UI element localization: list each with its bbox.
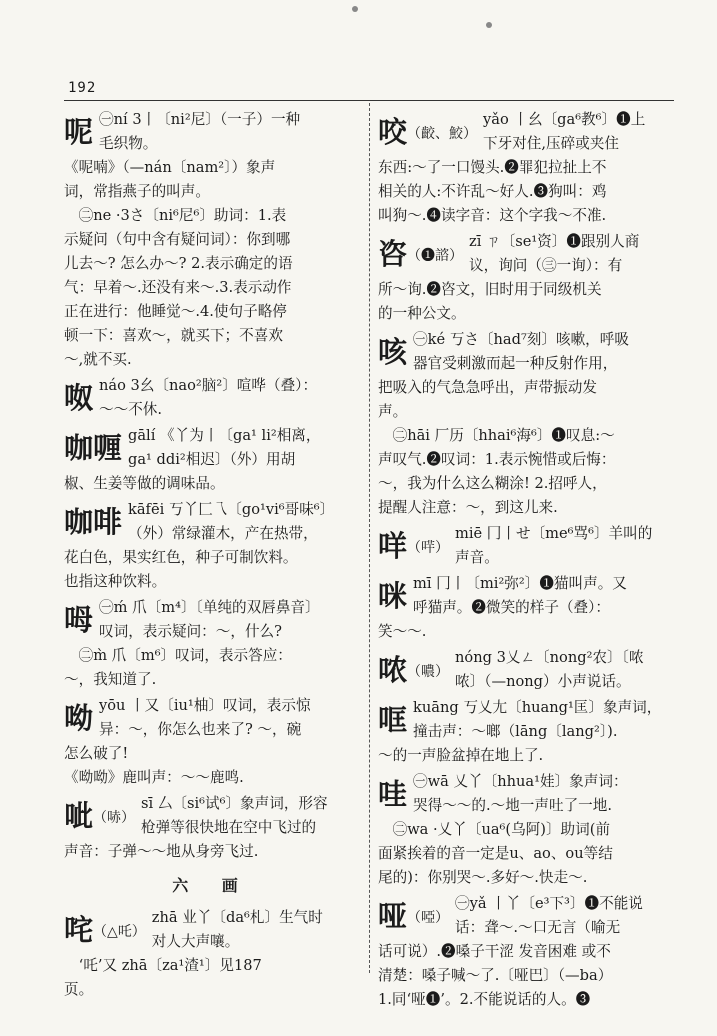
entry-headword: [378, 330, 407, 374]
entry-line: 正在进行：他睡觉～.4.使句子略停: [64, 303, 287, 320]
headword-text: 咖喱: [64, 431, 123, 465]
entry-line: 下牙对住,压碎或夹住: [483, 135, 619, 152]
headword-variant: （哧）: [93, 810, 136, 826]
entry-line: zhā 业丫〔da⁶札〕生气时: [151, 909, 323, 926]
entry-line: ㊀ḿ 爪〔m⁴〕〔单纯的双唇鼻音〕: [99, 599, 320, 616]
entry-headword: [64, 598, 93, 642]
entry-headword: [64, 696, 93, 740]
entry-line: ㊀ní 3丨〔ni²尼〕（一子）一种: [99, 111, 301, 128]
entry-line: ～～不休.: [99, 401, 163, 418]
entry-line: 把吸入的气急急呼出，声带振动发: [378, 379, 597, 396]
entry-line: 1.同‘哑❶’。2.不能说话的人。❸: [378, 991, 591, 1008]
entry-line: ㊁ne ·3さ〔ni⁶尼⁶〕助词：1.表: [64, 207, 287, 224]
entry-line: 椒、生姜等做的调味品。: [64, 475, 225, 492]
entry-line: 枪弹等很快地在空中飞过的: [141, 819, 317, 836]
dictionary-entry: [64, 906, 360, 1002]
entry-headword: [64, 794, 135, 840]
dictionary-entry: [64, 498, 360, 594]
headword-text: 呶: [64, 381, 94, 415]
entry-line: 话：聋～.～口无言（喻无: [455, 919, 621, 936]
dictionary-entry: [378, 108, 672, 228]
entry-line: nóng 3乂ㄥ〔nong²农〕〔哝: [455, 649, 644, 666]
headword-text: 咪: [378, 579, 408, 613]
dictionary-entry: [64, 374, 360, 422]
headword-text: 哝: [378, 653, 408, 687]
entry-line: 哝〕（—nong）小声说话。: [455, 673, 631, 690]
entry-headword: [378, 698, 407, 742]
entry-line: 面紧挨着的音一定是u、ao、ou等结: [378, 845, 613, 862]
entry-line: 儿去～? 怎么办～? 2.表示确定的语: [64, 255, 293, 272]
entry-line: 议，询问（㊂一询）：有: [469, 257, 623, 274]
dictionary-entry: [64, 792, 360, 864]
dictionary-entry: [378, 522, 672, 570]
entry-line: ‘吒’又 zhā〔za¹渣¹〕见187: [64, 957, 262, 974]
entry-line: 器官受刺激而起一种反射作用，: [413, 355, 618, 372]
entry-line: ㊀yǎ 丨丫〔e³下³〕❶不能说: [455, 895, 643, 912]
headword-text: 咖啡: [64, 505, 123, 539]
dictionary-entry: [64, 424, 360, 496]
entry-line: 的一种公文。: [378, 305, 466, 322]
entry-headword: [378, 894, 449, 940]
entry-headword: [378, 772, 407, 816]
headword-text: 咳: [378, 335, 408, 369]
page-number: 192: [68, 80, 97, 96]
entry-line: ～，我为什么这么糊涂! 2.招呼人，: [378, 475, 607, 492]
headword-text: 呦: [64, 701, 94, 735]
entry-line: 顿一下：喜欢～，就买下；不喜欢: [64, 327, 283, 344]
entry-line: 毛织物。: [99, 135, 158, 152]
print-dot-top-right: [486, 22, 492, 28]
section-heading: 六 画: [172, 876, 252, 895]
entry-line: 《呦呦》鹿叫声：～～鹿鸣.: [64, 769, 244, 786]
headword-variant: （哶）: [407, 540, 450, 556]
entry-line: 《呢喃》（—nán〔nam²〕）象声: [64, 159, 276, 176]
entry-line: ㊁hāi 厂历〔hhai⁶海⁶〕❶叹息:～: [378, 427, 615, 444]
entry-line: 页。: [64, 981, 94, 998]
headword-text: 咬: [378, 115, 408, 149]
right-entries: [378, 108, 672, 1012]
entry-headword: [64, 426, 122, 470]
entry-line: ～，我知道了.: [64, 671, 157, 688]
headword-text: 咩: [378, 529, 408, 563]
dictionary-entry: [378, 230, 672, 326]
entry-headword: [378, 648, 449, 694]
entry-line: 声音。: [455, 549, 499, 566]
entry-line: ga¹ ddi²相迟〕（外）用胡: [128, 451, 296, 468]
entry-line: 呼猫声。❷微笑的样子（叠）：: [413, 599, 611, 616]
entry-line: miē 冂丨せ〔me⁶骂⁶〕羊叫的: [455, 525, 653, 542]
entry-line: sī 厶〔si⁶试⁶〕象声词，形容: [141, 795, 328, 812]
entry-line: kāfēi 丂丫匚乁〔go¹vi⁶哥味⁶〕: [128, 501, 335, 518]
headword-text: 哇: [378, 777, 408, 811]
headword-text: 哐: [378, 703, 408, 737]
entry-line: ～,就不买.: [64, 351, 132, 368]
entry-line: yǎo 丨幺〔ga⁶教⁶〕❶上: [483, 111, 646, 128]
dictionary-entry: [378, 572, 672, 644]
entry-line: 尾的)：你别哭～.多好～.快走～.: [378, 869, 588, 886]
entry-line: 也指这种饮料。: [64, 573, 167, 590]
headword-text: 呢: [64, 115, 94, 149]
entry-line: 声音：子弹～～地从身旁飞过.: [64, 843, 259, 860]
entry-headword: [64, 500, 122, 544]
dictionary-entry: [378, 770, 672, 890]
entry-line: 异：～，你怎么也来了? ～，碗: [99, 721, 302, 738]
entry-line: ㊀wā 乂丫〔hhua¹娃〕象声词：: [413, 773, 628, 790]
entry-line: 声。: [378, 403, 408, 420]
entry-line: 叹词，表示疑问：～，什么?: [99, 623, 282, 640]
entry-line: mī 冂丨〔mi²弥²〕❶猫叫声。又: [413, 575, 627, 592]
header-rule: [64, 100, 674, 101]
entry-line: zī ㄗ〔se¹资〕❶跟别人商: [469, 233, 640, 250]
entry-line: 对人大声嚷。: [151, 933, 240, 950]
entry-line: 清楚：嗓子喊～了.〔哑巴〕（—ba）: [378, 967, 613, 984]
entry-line: ㊁m̀ 爪〔m⁶〕叹词，表示答应：: [64, 647, 292, 664]
entry-line: 撞击声：～啷（lāng〔lang²〕).: [413, 723, 618, 740]
entry-line: kuāng 丂乂尢〔huang¹匡〕象声词，: [413, 699, 662, 716]
entry-headword: [64, 908, 146, 954]
right-column: [378, 108, 672, 1014]
entry-line: 气：早着～.还没有来～.3.表示动作: [64, 279, 292, 296]
entry-line: ㊀ké 丂さ〔had⁷刻〕咳嗽，呼吸: [413, 331, 629, 348]
dictionary-entry: [378, 646, 672, 694]
entry-line: 笑～～.: [378, 623, 427, 640]
headword-variant: （❶諮）: [407, 248, 464, 264]
left-column: [64, 108, 360, 1004]
entry-line: ～的一声脸盆掉在地上了.: [378, 747, 544, 764]
column-divider: [369, 103, 371, 973]
headword-variant: （△吒）: [93, 924, 146, 940]
dictionary-entry: [64, 596, 360, 692]
entry-line: 哭得～～的.～地一声吐了一地.: [413, 797, 613, 814]
dictionary-entry: [378, 892, 672, 1012]
entry-line: yōu 丨又〔iu¹柚〕叹词，表示惊: [99, 697, 311, 714]
headword-variant: （噥）: [407, 664, 450, 680]
dictionary-entry: [378, 328, 672, 520]
entry-line: 花白色，果实红色，种子可制饮料。: [64, 549, 298, 566]
entry-line: 所～询.❷咨文，旧时用于同级机关: [378, 281, 602, 298]
entry-line: 相关的人:不许乱～好人.❸狗叫：鸡: [378, 183, 607, 200]
entry-line: 东西:～了一口馒头.❷罪犯拉扯上不: [378, 159, 607, 176]
dictionary-entry: [64, 108, 360, 372]
entry-line: ㊁wa ·乂丫〔ua⁶(乌阿)〕助词(前: [378, 821, 611, 838]
left-after-section: [64, 906, 360, 1002]
headword-variant: （齩、鮫）: [407, 126, 478, 142]
entry-line: gālí 《丫为丨〔ga¹ li²相离，: [128, 427, 321, 444]
entry-line: 提醒人注意：～，到这儿来.: [378, 499, 558, 516]
entry-line: （外）常绿灌木，产在热带，: [128, 525, 318, 542]
entry-headword: [64, 376, 93, 420]
entry-headword: [378, 232, 463, 278]
entry-line: 话可说）.❷嗓子干涩 发音困难 或不: [378, 943, 611, 960]
entry-headword: [64, 110, 93, 154]
headword-text: 呲: [64, 799, 94, 833]
headword-text: 咤: [64, 913, 94, 947]
entry-line: 怎么破了!: [64, 745, 129, 762]
headword-text: 呣: [64, 603, 94, 637]
left-entries: [64, 108, 360, 864]
entry-headword: [378, 574, 407, 618]
entry-line: 声叹气.❷叹词：1.表示惋惜或后悔：: [378, 451, 616, 468]
print-dot-top: [352, 6, 358, 12]
entry-headword: [378, 524, 449, 570]
dictionary-entry: [64, 694, 360, 790]
headword-variant: （啞）: [407, 910, 450, 926]
headword-text: 哑: [378, 899, 408, 933]
entry-line: 叫狗～.❹读字音：这个字我～不准.: [378, 207, 607, 224]
entry-line: 词，常指燕子的叫声。: [64, 183, 210, 200]
entry-line: náo 3幺〔nao²脑²〕喧哗（叠）：: [99, 377, 318, 394]
entry-headword: [378, 110, 477, 156]
headword-text: 咨: [378, 237, 408, 271]
entry-line: 示疑问（句中含有疑问词）：你到哪: [64, 231, 291, 248]
dictionary-entry: [378, 696, 672, 768]
